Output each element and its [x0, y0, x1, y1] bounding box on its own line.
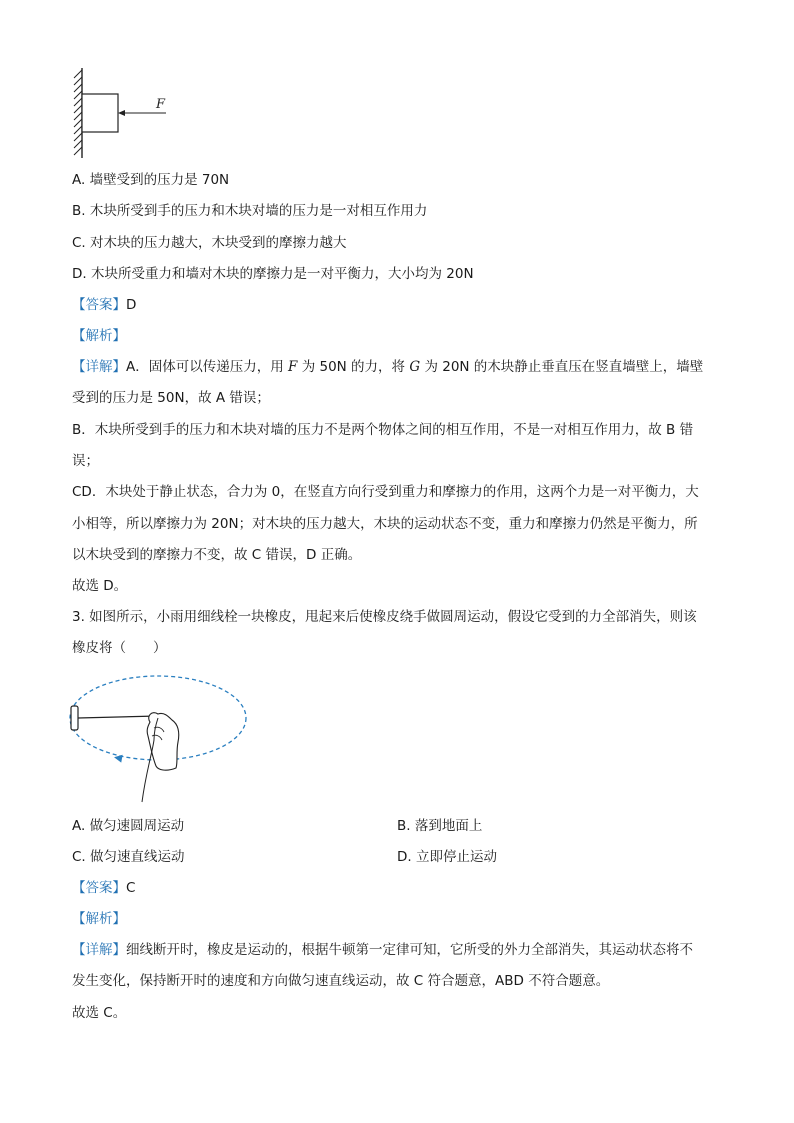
- q2-option-c: C. 对木块的压力越大，木块受到的摩擦力越大: [72, 235, 347, 251]
- detail-tag: 【详解】: [72, 359, 126, 375]
- q2-option-b: B. 木块所受到手的压力和木块对墙的压力是一对相互作用力: [72, 203, 428, 219]
- q3-analysis-tag: 【解析】: [72, 911, 126, 927]
- q3-option-b: B. 落到地面上: [397, 818, 483, 834]
- detail-text: 细线断开时，橡皮是运动的，根据牛顿第一定律可知，它所受的外力全部消失，其运动状态将不: [126, 942, 693, 958]
- q3-option-a: A. 做匀速圆周运动: [72, 818, 185, 834]
- q2-analysis-tag: 【解析】: [72, 328, 126, 344]
- q2-detail-line: 受到的压力是 50N，故 A 错误；: [72, 390, 270, 406]
- q2-conclusion: 故选 D。: [72, 578, 128, 594]
- detail-text: 为 20N 的木块静止垂直压在竖直墙壁上，墙壁: [420, 359, 704, 375]
- q2-option-a: A. 墙壁受到的压力是 70N: [72, 172, 230, 188]
- q2-detail-line: CD．木块处于静止状态，合力为 0，在竖直方向行受到重力和摩擦力的作用，这两个力是一对平衡力，大: [72, 484, 699, 500]
- q3-detail-line: [72, 940, 693, 960]
- q3-option-d: D. 立即停止运动: [397, 849, 497, 865]
- q2-detail-line: [72, 357, 703, 377]
- q2-detail-line: B．木块所受到手的压力和木块对墙的压力不是两个物体之间的相互作用，不是一对相互作用力，故 B 错: [72, 422, 694, 438]
- answer-tag: 【答案】: [72, 880, 126, 896]
- q3-stem-line: 橡皮将（ ）: [72, 640, 167, 656]
- detail-text: 为 50N 的力，将: [297, 359, 410, 375]
- variable-g: G: [409, 359, 421, 375]
- detail-text: A．固体可以传递压力，用: [126, 359, 289, 375]
- q2-detail-line: 误；: [72, 453, 99, 469]
- answer-tag: 【答案】: [72, 297, 126, 313]
- q3-detail-line: 发生变化，保持断开时的速度和方向做匀速直线运动，故 C 符合题意，ABD 不符合题意。: [72, 973, 610, 989]
- answer-value: C: [126, 880, 136, 896]
- q3-stem-line: 3. 如图所示，小雨用细线栓一块橡皮，甩起来后使橡皮绕手做圆周运动，假设它受到的力全部消失，则该: [72, 609, 697, 625]
- q2-answer: [72, 295, 136, 315]
- answer-value: D: [126, 297, 137, 313]
- q2-option-d: D. 木块所受重力和墙对木块的摩擦力是一对平衡力，大小均为 20N: [72, 266, 474, 282]
- q2-detail-line: 以木块受到的摩擦力不变，故 C 错误，D 正确。: [72, 547, 362, 563]
- eraser-orbit-figure: [66, 672, 252, 806]
- force-label: F: [156, 97, 166, 112]
- variable-f: F: [288, 359, 298, 375]
- detail-tag: 【详解】: [72, 942, 126, 958]
- q3-answer: [72, 878, 135, 898]
- q3-option-c: C. 做匀速直线运动: [72, 849, 185, 865]
- wall-block-figure: [68, 64, 178, 162]
- q2-detail-line: 小相等，所以摩擦力为 20N；对木块的压力越大，木块的运动状态不变，重力和摩擦力仍然是平衡力，所: [72, 516, 698, 532]
- q3-conclusion: 故选 C。: [72, 1005, 127, 1021]
